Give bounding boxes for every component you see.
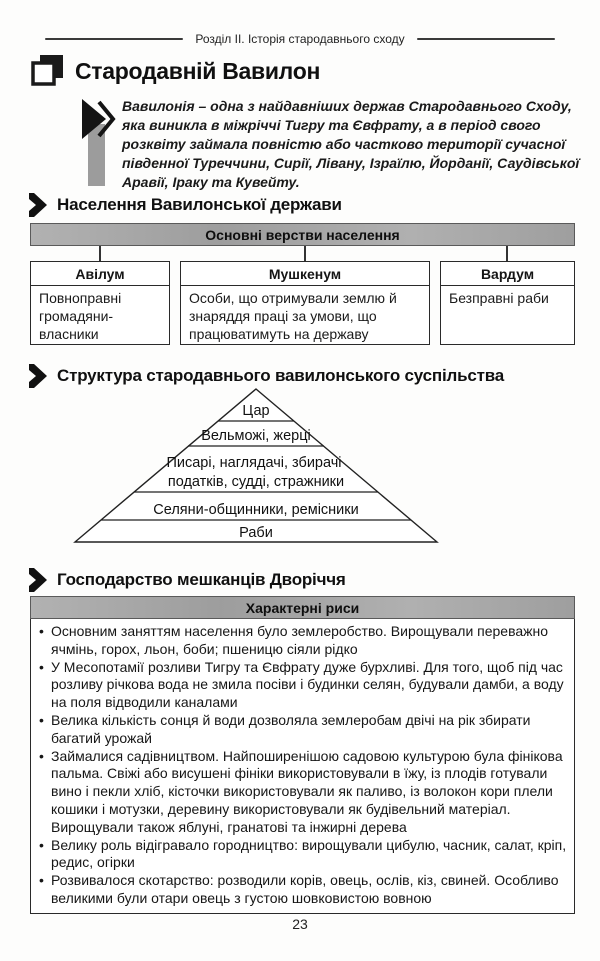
population-column-vardum bbox=[440, 261, 575, 345]
population-table-title: Основні верстви населення bbox=[30, 223, 575, 246]
section-heading-economy bbox=[28, 567, 346, 593]
economy-table bbox=[30, 596, 575, 914]
running-head-rule-left bbox=[45, 38, 183, 40]
definition-block bbox=[80, 97, 580, 192]
population-column-avilum bbox=[30, 261, 170, 345]
column-title: Вардум bbox=[441, 262, 574, 286]
population-column-mushkenum bbox=[180, 261, 430, 345]
pyramid-level-scribes: Писарі, наглядачі, збирачі податків, судді, стражники bbox=[166, 455, 345, 490]
arrow-bar-icon bbox=[80, 97, 116, 189]
economy-feature-list bbox=[30, 619, 575, 914]
society-pyramid-diagram bbox=[56, 386, 456, 548]
list-item: • Велику роль відігравало городництво: вирощували цибулю, часник, салат, кріп, редис, огірки bbox=[38, 837, 567, 873]
chevron-arrow-icon bbox=[28, 363, 48, 389]
list-item: • Займалися садівництвом. Найпоширенішою садовою культурою була фінікова пальма. Свіжі або висушені фініки використовували в їжу, із плодів готували вино і пекли хліб, кісточки використовували як паливо, із волокон кори плели кошики і мотузки, деревину використовували як будівельний матеріал. Вирощували також яблуні, гранатові та інжирні дерева bbox=[38, 748, 567, 837]
connector-line bbox=[506, 246, 508, 261]
section-title: Господарство мешканців Дворіччя bbox=[57, 570, 346, 589]
list-item: • Велика кількість сонця й води дозволяла землеробам двічі на рік збирати багатий урожай bbox=[38, 712, 567, 748]
economy-table-title: Характерні риси bbox=[30, 596, 575, 619]
overlapping-squares-icon bbox=[30, 54, 64, 88]
connector-line bbox=[304, 246, 306, 261]
column-title: Авілум bbox=[31, 262, 169, 286]
column-description: Безправні раби bbox=[449, 290, 549, 306]
chapter-title-row bbox=[30, 54, 320, 88]
definition-term: Вавилонія bbox=[122, 98, 195, 114]
pyramid-level-peasants: Селяни-общинники, ремісники bbox=[153, 502, 359, 518]
list-item: • Розвивалося скотарство: розводили корів, овець, ослів, кіз, свиней. Особливо великими були отари овець з густою шовковистою вовною bbox=[38, 872, 567, 908]
column-title: Мушкенум bbox=[181, 262, 429, 286]
section-heading-population bbox=[28, 192, 342, 218]
section-title: Структура стародавнього вавилонського суспільства bbox=[57, 366, 505, 385]
pyramid-level-nobles: Вельможі, жерці bbox=[201, 428, 311, 444]
definition-body: – одна з найдавніших держав Стародавнього Сходу, яка виникла в міжріччі Тигру та Євфрату, а в період свого розквіту займала повністю або частково території сучасної південної Туреччини, Сирії, Лівану, Ізраїлю, Йорданії, Саудівської Аравії, Іраку та Кувейту. bbox=[122, 98, 580, 190]
pyramid-level-tsar: Цар bbox=[242, 403, 270, 419]
pyramid-level-slaves: Раби bbox=[239, 525, 273, 541]
running-head-text: Розділ ІІ. Історія стародавнього сходу bbox=[195, 32, 405, 46]
page-title: Стародавній Вавилон bbox=[75, 57, 321, 84]
column-description: Повноправні громадяни-власники bbox=[39, 290, 122, 342]
running-head-rule-right bbox=[417, 38, 555, 40]
definition-text bbox=[122, 97, 580, 192]
chevron-arrow-icon bbox=[28, 567, 48, 593]
list-item: • Основним заняттям населення було землеробство. Вирощували переважно ячмінь, горох, льон, боби; пшеницю сіяли рідко bbox=[38, 623, 567, 659]
section-title: Населення Вавилонської держави bbox=[57, 195, 342, 214]
running-head bbox=[45, 31, 555, 47]
population-table bbox=[30, 223, 575, 345]
chevron-arrow-icon bbox=[28, 192, 48, 218]
connector-line bbox=[99, 246, 101, 261]
page-number: 23 bbox=[292, 916, 308, 932]
list-item: • У Месопотамії розливи Тигру та Євфрату дуже бурхливі. Для того, щоб під час розливу річкова вода не змила посіви і будинки селян, будували дамби, а воду на поля відводили каналами bbox=[38, 659, 567, 712]
column-description: Особи, що отримували землю й знаряддя праці за умови, що працюватимуть на державу bbox=[189, 290, 397, 342]
